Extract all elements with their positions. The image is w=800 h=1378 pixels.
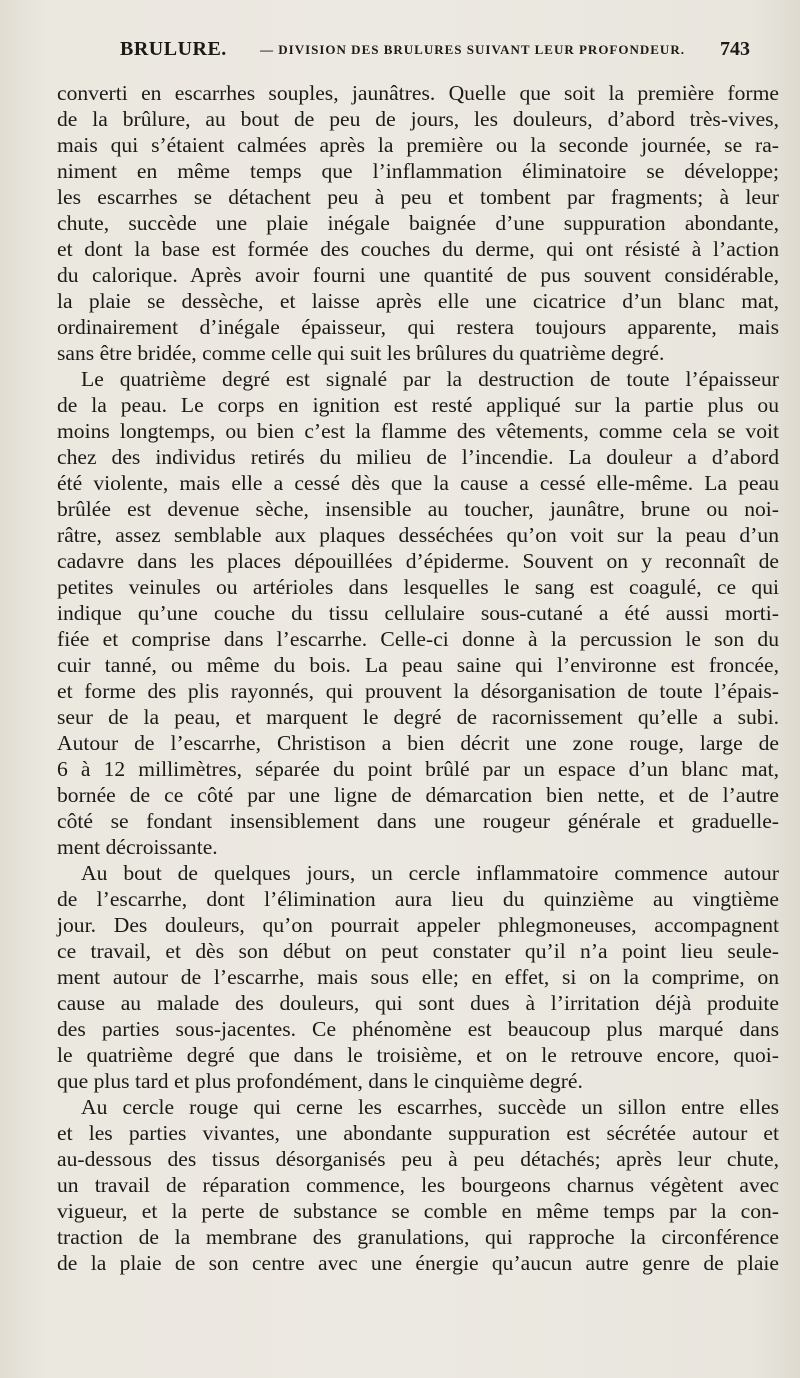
text-line: cuir tanné, ou même du bois. La peau saine qui l’environne est froncée, <box>57 653 779 677</box>
text-line: bornée de ce côté par une ligne de démarcation bien nette, et de l’autre <box>57 783 779 807</box>
text-line: vigueur, et la perte de substance se comble en même temps par la con- <box>57 1199 779 1223</box>
text-line: cause au malade des douleurs, qui sont dues à l’irritation déjà produite <box>57 991 779 1015</box>
text-line: indique qu’une couche du tissu cellulaire sous-cutané a été aussi morti- <box>57 601 779 625</box>
text-line: de la plaie de son centre avec une énergie qu’aucun autre genre de plaie <box>57 1251 779 1275</box>
header-title: BRULURE. <box>120 38 227 60</box>
text-line: niment en même temps que l’inflammation éliminatoire se développe; <box>57 159 779 183</box>
text-line: du calorique. Après avoir fourni une quantité de pus souvent considérable, <box>57 263 779 287</box>
text-line: au-dessous des tissus désorganisés peu à peu détachés; après leur chute, <box>57 1147 779 1171</box>
text-line: un travail de réparation commence, les bourgeons charnus végètent avec <box>57 1173 779 1197</box>
text-line: Au cercle rouge qui cerne les escarrhes, succède un sillon entre elles <box>81 1095 779 1119</box>
text-line: cadavre dans les places dépouillées d’épiderme. Souvent on y reconnaît de <box>57 549 779 573</box>
text-line: Au bout de quelques jours, un cercle inflammatoire commence autour <box>81 861 779 885</box>
text-line: que plus tard et plus profondément, dans le cinquième degré. <box>57 1069 583 1093</box>
text-line: ment autour de l’escarrhe, mais sous elle; en effet, si on la comprime, on <box>57 965 779 989</box>
text-line: jour. Des douleurs, qu’on pourrait appeler phlegmoneuses, accompagnent <box>57 913 779 937</box>
text-line: et dont la base est formée des couches du derme, qui ont résisté à l’action <box>57 237 779 261</box>
text-line: côté se fondant insensiblement dans une rougeur générale et graduelle- <box>57 809 779 833</box>
running-header <box>120 38 750 72</box>
text-line: chute, succède une plaie inégale baignée d’une suppuration abondante, <box>57 211 779 235</box>
text-line: converti en escarrhes souples, jaunâtres. Quelle que soit la première forme <box>57 81 779 105</box>
text-line: râtre, assez semblable aux plaques desséchées qu’on voit sur la peau d’un <box>57 523 779 547</box>
text-line: le quatrième degré que dans le troisième, et on le retrouve encore, quoi- <box>57 1043 779 1067</box>
text-line: petites veinules ou artérioles dans lesquelles le sang est coagulé, ce qui <box>57 575 779 599</box>
text-line: chez des individus retirés du milieu de l’incendie. La douleur a d’abord <box>57 445 779 469</box>
text-line: fiée et comprise dans l’escarrhe. Celle-ci donne à la percussion le son du <box>57 627 779 651</box>
text-line: les escarrhes se détachent peu à peu et tombent par fragments; à leur <box>57 185 779 209</box>
text-line: seur de la peau, et marquent le degré de racornissement qu’elle a subi. <box>57 705 779 729</box>
text-line: ment décroissante. <box>57 835 218 859</box>
text-line: brûlée est devenue sèche, insensible au toucher, jaunâtre, brune ou noi- <box>57 497 779 521</box>
text-line: ce travail, et dès son début on peut constater qu’il n’a point lieu seule- <box>57 939 779 963</box>
text-line: traction de la membrane des granulations, qui rapproche la circonférence <box>57 1225 779 1249</box>
text-line: de la peau. Le corps en ignition est resté appliqué sur la partie plus ou <box>57 393 779 417</box>
page-number: 743 <box>720 38 750 60</box>
text-line: de l’escarrhe, dont l’élimination aura lieu du quinzième au vingtième <box>57 887 779 911</box>
text-line: Le quatrième degré est signalé par la destruction de toute l’épaisseur <box>81 367 779 391</box>
header-subtitle: — DIVISION DES BRULURES SUIVANT LEUR PROFONDEUR. <box>260 42 685 57</box>
text-line: mais qui s’étaient calmées après la première ou la seconde journée, se ra- <box>57 133 779 157</box>
text-line: 6 à 12 millimètres, séparée du point brûlé par un espace d’un blanc mat, <box>57 757 779 781</box>
text-line: sans être bridée, comme celle qui suit les brûlures du quatrième degré. <box>57 341 665 365</box>
text-line: été violente, mais elle a cessé dès que la cause a cessé elle-même. La peau <box>57 471 779 495</box>
text-line: moins longtemps, ou bien c’est la flamme des vêtements, comme cela se voit <box>57 419 779 443</box>
text-line: Autour de l’escarrhe, Christison a bien décrit une zone rouge, large de <box>57 731 779 755</box>
text-line: de la brûlure, au bout de peu de jours, les douleurs, d’abord très-vives, <box>57 107 779 131</box>
text-line: et forme des plis rayonnés, qui prouvent la désorganisation de toute l’épais- <box>57 679 779 703</box>
text-line: la plaie se dessèche, et laisse après elle une cicatrice d’un blanc mat, <box>57 289 779 313</box>
text-line: et les parties vivantes, une abondante suppuration est sécrétée autour et <box>57 1121 779 1145</box>
text-line: ordinairement d’inégale épaisseur, qui restera toujours apparente, mais <box>57 315 779 339</box>
text-line: des parties sous-jacentes. Ce phénomène est beaucoup plus marqué dans <box>57 1017 779 1041</box>
body-text <box>57 80 779 1276</box>
